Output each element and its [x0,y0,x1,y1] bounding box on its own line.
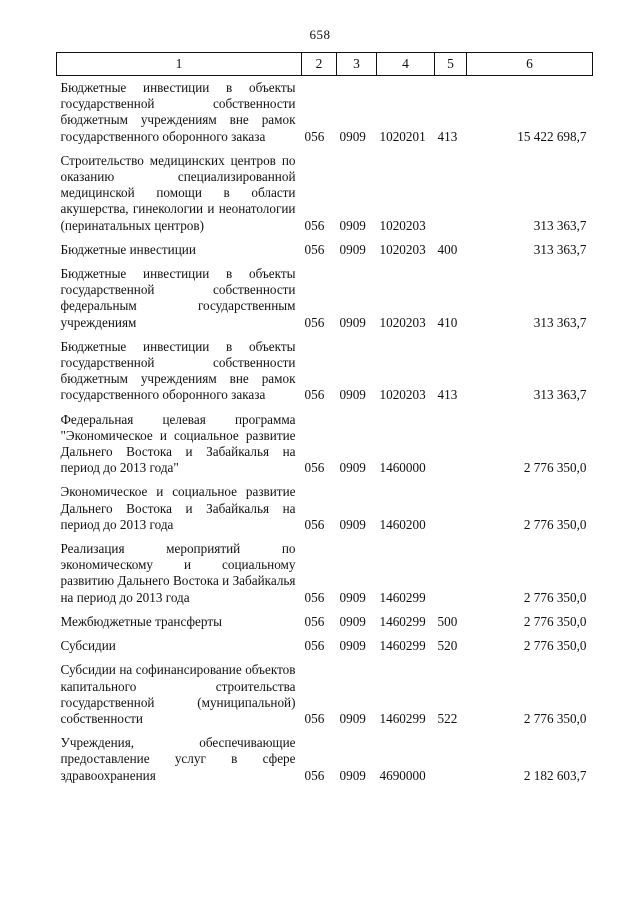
row-expense-code: 400 [437,241,458,257]
row-target-code: 1460000 [379,460,426,476]
row-ministry-code: 056 [304,638,325,654]
header-col-2: 2 [302,53,337,76]
row-amount: 2 776 350,0 [523,460,587,476]
table-header [57,53,593,76]
table-row [57,76,593,149]
row-amount: 2 776 350,0 [523,613,587,629]
table-row [57,262,593,335]
row-name: Экономическое и социальное развитие Дальнего Востока и Забайкалья на период до 2013 года [60,484,296,532]
header-col-4: 4 [377,53,435,76]
row-target-code: 1020203 [379,217,426,233]
header-col-3: 3 [337,53,377,76]
row-amount: 313 363,7 [533,314,587,330]
row-section-code: 0909 [339,710,366,726]
row-expense-code: 410 [437,314,458,330]
row-section-code: 0909 [339,516,366,532]
row-section-code: 0909 [339,387,366,403]
row-section-code: 0909 [339,638,366,654]
table-row [57,731,593,788]
row-ministry-code: 056 [304,241,325,257]
row-ministry-code: 056 [304,460,325,476]
row-target-code: 1020203 [379,314,426,330]
row-section-code: 0909 [339,460,366,476]
row-ministry-code: 056 [304,387,325,403]
row-expense-code: 413 [437,387,458,403]
row-ministry-code: 056 [304,217,325,233]
table-row [57,480,593,537]
row-section-code: 0909 [339,767,366,783]
row-expense-code [435,731,467,788]
row-expense-code: 500 [437,613,458,629]
header-col-1: 1 [57,53,302,76]
row-ministry-code: 056 [304,589,325,605]
row-name: Бюджетные инвестиции в объекты государственной собственности федеральным государственным учреждениям [60,266,296,330]
row-amount: 2 776 350,0 [523,516,587,532]
row-section-code: 0909 [339,613,366,629]
row-name: Бюджетные инвестиции в объекты государственной собственности бюджетным учреждениям вне рамок государственного оборонного заказа [60,338,296,403]
row-section-code: 0909 [339,128,366,144]
row-name: Федеральная целевая программа "Экономическое и социальное развитие Дальнего Востока и Забайкалья на период до 2013 года" [60,411,296,476]
row-name: Субсидии на софинансирование объектов капитального строительства государственной (муниципальной) собственности [60,662,296,726]
row-amount: 15 422 698,7 [517,128,587,144]
row-expense-code [435,408,467,481]
row-target-code: 1020203 [379,387,426,403]
row-amount: 2 776 350,0 [523,710,587,726]
row-amount: 313 363,7 [533,217,587,233]
row-ministry-code: 056 [304,516,325,532]
table-row [57,149,593,238]
row-target-code: 1460299 [379,613,426,629]
row-section-code: 0909 [339,217,366,233]
row-amount: 313 363,7 [533,387,587,403]
table-row [57,537,593,610]
row-name: Субсидии [60,638,116,654]
row-expense-code [435,537,467,610]
header-col-6: 6 [467,53,593,76]
row-ministry-code: 056 [304,767,325,783]
row-expense-code: 413 [437,128,458,144]
row-target-code: 1020203 [379,241,426,257]
row-amount: 313 363,7 [533,241,587,257]
header-col-5: 5 [435,53,467,76]
budget-table [56,52,593,788]
row-target-code: 1460299 [379,589,426,605]
row-expense-code [435,480,467,537]
row-target-code: 4690000 [379,767,426,783]
row-expense-code: 520 [437,638,458,654]
table-row [57,610,593,634]
table-row [57,408,593,481]
row-expense-code: 522 [437,710,458,726]
table-row [57,238,593,262]
row-ministry-code: 056 [304,128,325,144]
row-name: Бюджетные инвестиции [60,241,196,257]
row-target-code: 1020201 [379,128,426,144]
row-ministry-code: 056 [304,710,325,726]
row-target-code: 1460299 [379,638,426,654]
row-amount: 2 776 350,0 [523,589,587,605]
row-name: Межбюджетные трансферты [60,613,222,629]
table-row [57,634,593,658]
table-row [57,335,593,408]
row-name: Учреждения, обеспечивающие предоставление услуг в сфере здравоохранения [60,735,296,783]
row-section-code: 0909 [339,241,366,257]
row-target-code: 1460200 [379,516,426,532]
row-amount: 2 182 603,7 [523,767,587,783]
row-name: Реализация мероприятий по экономическому и социальному развитию Дальнего Востока и Забайкалья на период до 2013 года [60,541,296,605]
table-row [57,658,593,731]
table-body [57,76,593,788]
row-name: Строительство медицинских центров по оказанию специализированной медицинской помощи в области акушерства, гинекологии и неонатологии (перинатальных центров) [60,152,296,233]
row-section-code: 0909 [339,589,366,605]
header-row [57,53,593,76]
row-section-code: 0909 [339,314,366,330]
row-expense-code [435,149,467,238]
row-ministry-code: 056 [304,314,325,330]
row-name: Бюджетные инвестиции в объекты государственной собственности бюджетным учреждениям вне рамок государственного оборонного заказа [60,80,296,144]
row-target-code: 1460299 [379,710,426,726]
page-number: 658 [309,27,331,42]
row-amount: 2 776 350,0 [523,638,587,654]
row-ministry-code: 056 [304,613,325,629]
